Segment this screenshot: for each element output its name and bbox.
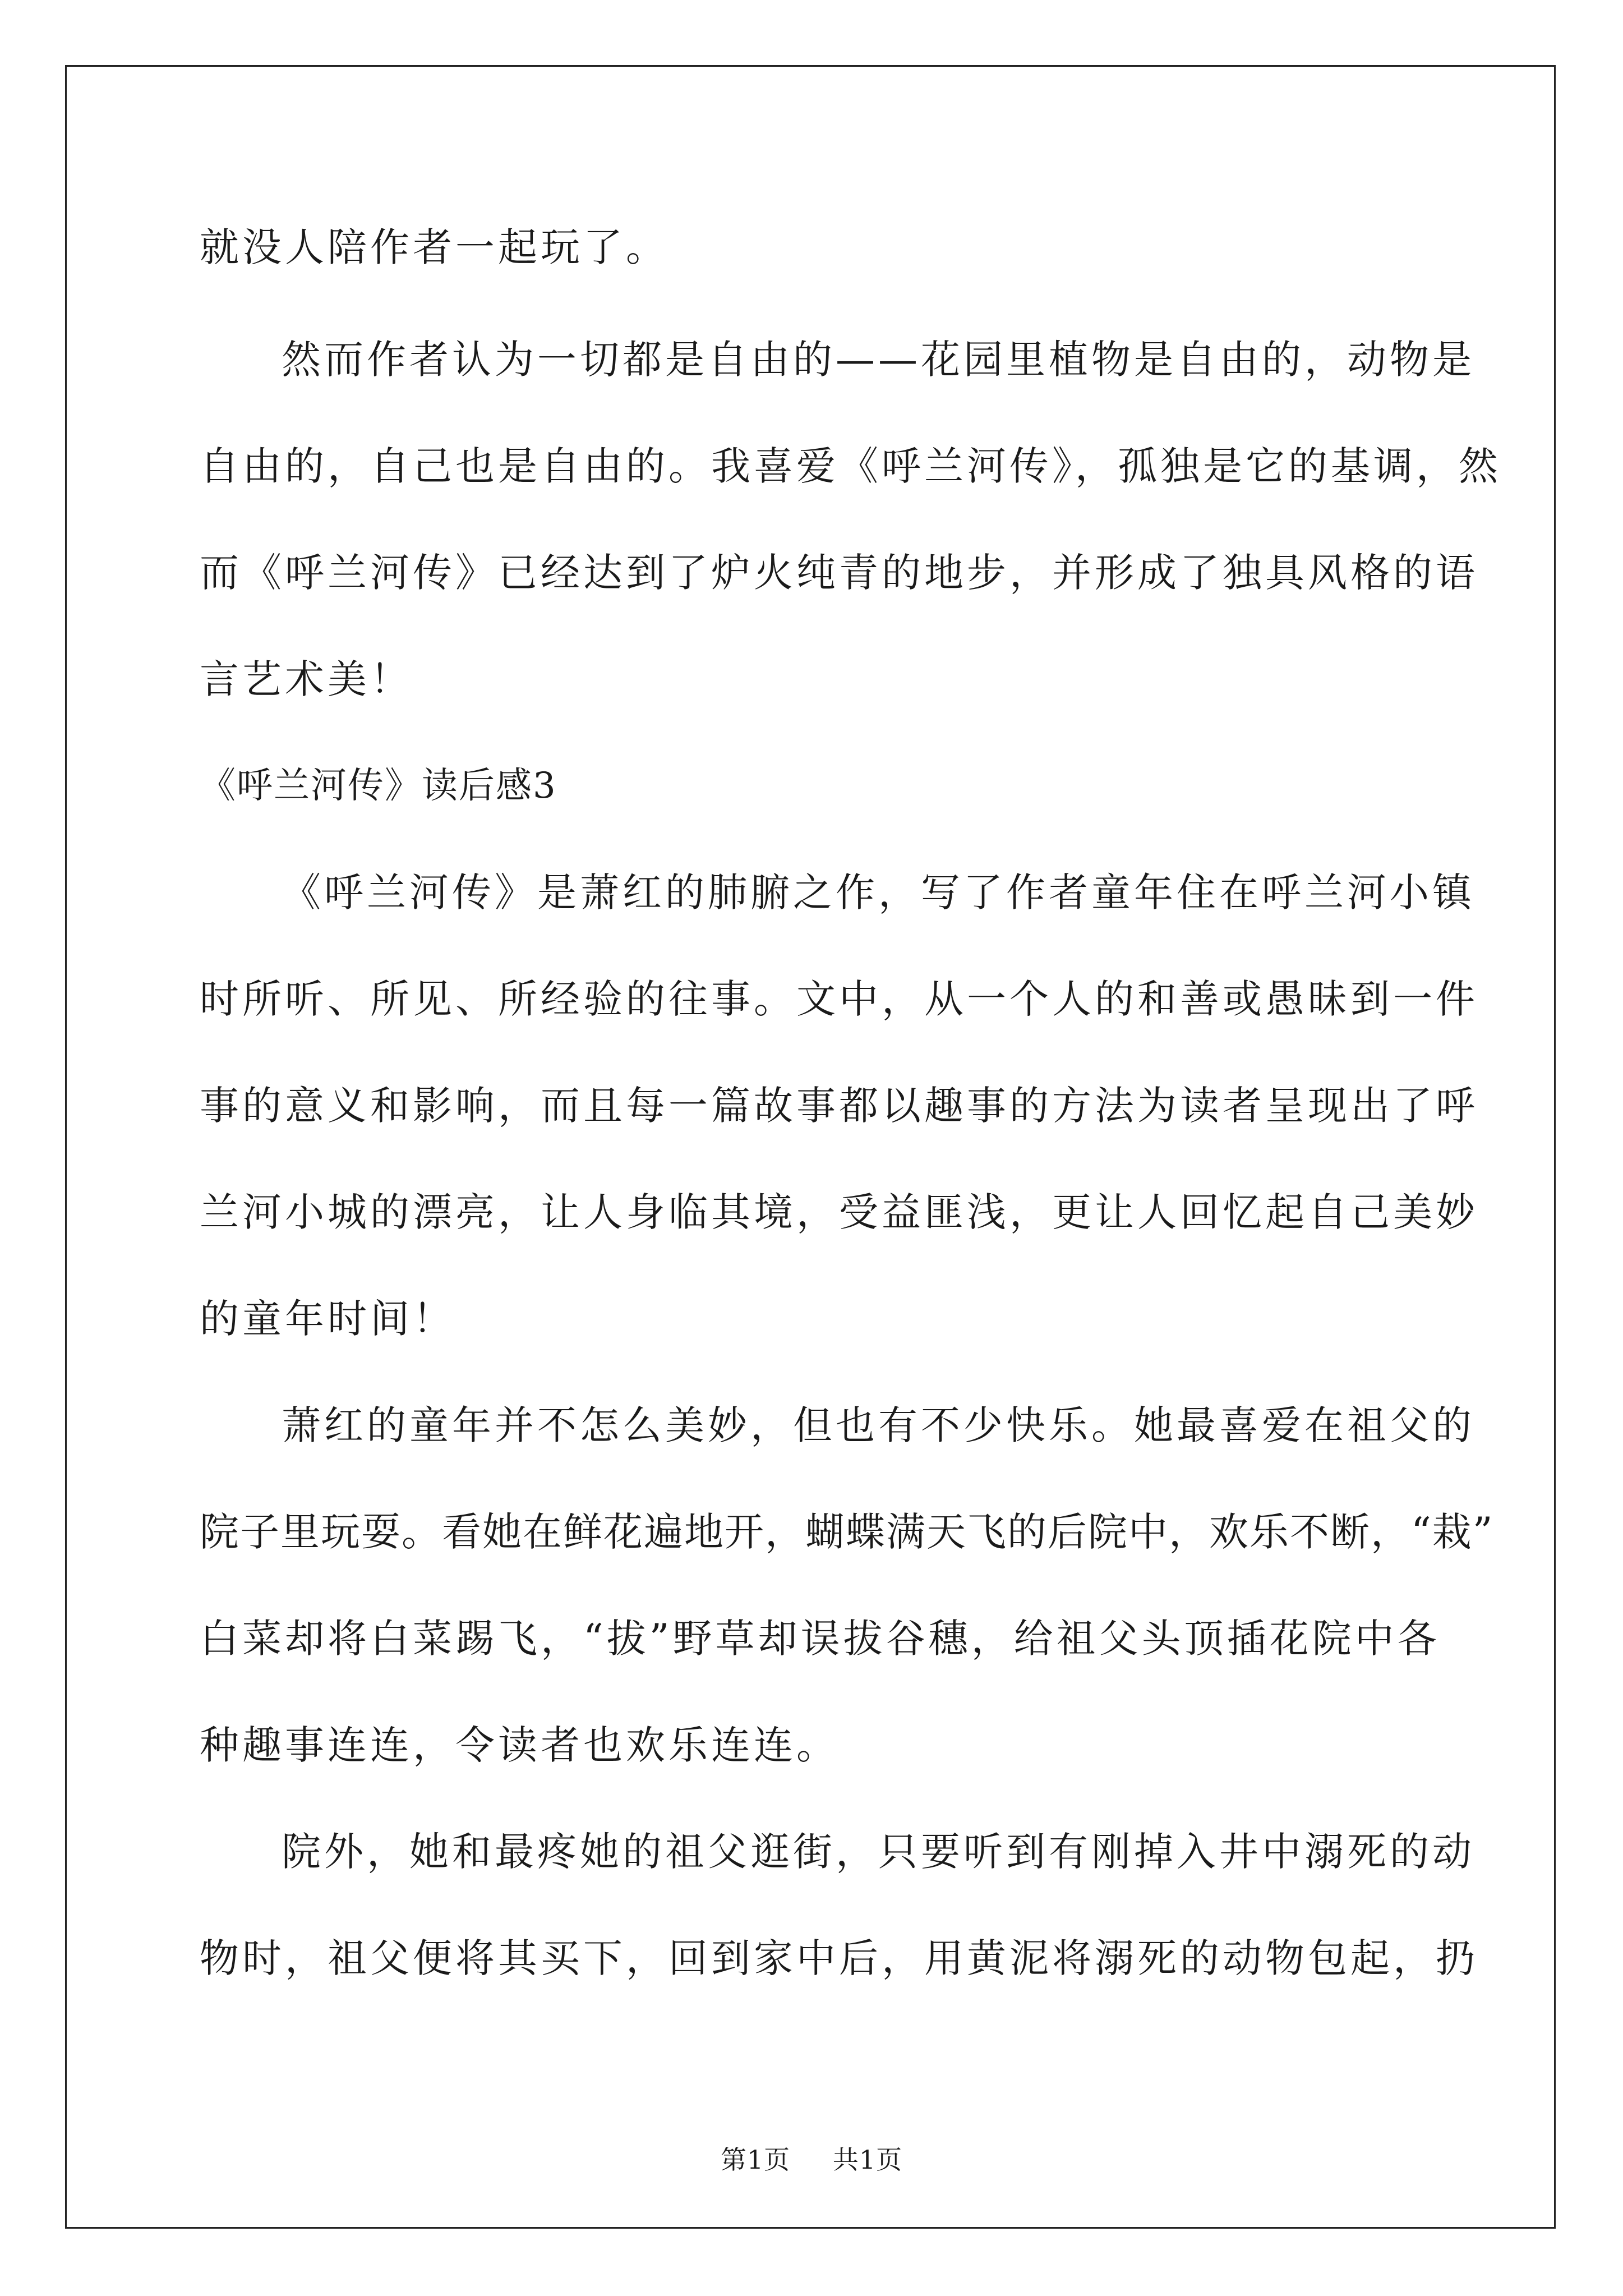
text-line: 种趣事连连，令读者也欢乐连连。 [200, 1722, 839, 1768]
text-line: 院子里玩耍。看她在鲜花遍地开，蝴蝶满天飞的后院中，欢乐不断，“栽” [200, 1509, 1494, 1555]
page-number: 第1页 [720, 2145, 791, 2175]
paragraph-start: 然而作者认为一切都是自由的——花园里植物是自由的，动物是 [282, 337, 1475, 383]
text-line: 而《呼兰河传》已经达到了炉火纯青的地步，并形成了独具风格的语 [200, 550, 1478, 596]
page-total: 共1页 [832, 2145, 903, 2175]
text-line: 物时，祖父便将其买下，回到家中后，用黄泥将溺死的动物包起，扔 [200, 1935, 1478, 1981]
text-line: 事的意义和影响，而且每一篇故事都以趣事的方法为读者呈现出了呼 [200, 1083, 1478, 1129]
page-border [65, 65, 1556, 2229]
text-line: 的童年时间！ [200, 1296, 455, 1342]
section-heading: 《呼兰河传》读后感3 [200, 765, 557, 807]
text-line: 言艺术美！ [200, 656, 413, 702]
text-line: 兰河小城的漂亮，让人身临其境，受益匪浅，更让人回忆起自己美妙 [200, 1189, 1478, 1235]
text-line: 白菜却将白菜踢飞，“拔”野草却误拔谷穗，给祖父头顶插花院中各 [200, 1616, 1440, 1662]
text-line: 就没人陪作者一起玩了。 [200, 224, 668, 270]
text-line: 时所听、所见、所经验的往事。文中，从一个人的和善或愚昧到一件 [200, 976, 1478, 1022]
page-footer [0, 2143, 1623, 2177]
text-line: 自由的，自己也是自由的。我喜爱《呼兰河传》，孤独是它的基调，然 [200, 443, 1501, 489]
paragraph-start: 萧红的童年并不怎么美妙，但也有不少快乐。她最喜爱在祖父的 [282, 1402, 1475, 1448]
paragraph-start: 院外，她和最疼她的祖父逛街，只要听到有刚掉入井中溺死的动 [282, 1829, 1475, 1875]
paragraph-start: 《呼兰河传》是萧红的肺腑之作，写了作者童年住在呼兰河小镇 [282, 869, 1475, 915]
